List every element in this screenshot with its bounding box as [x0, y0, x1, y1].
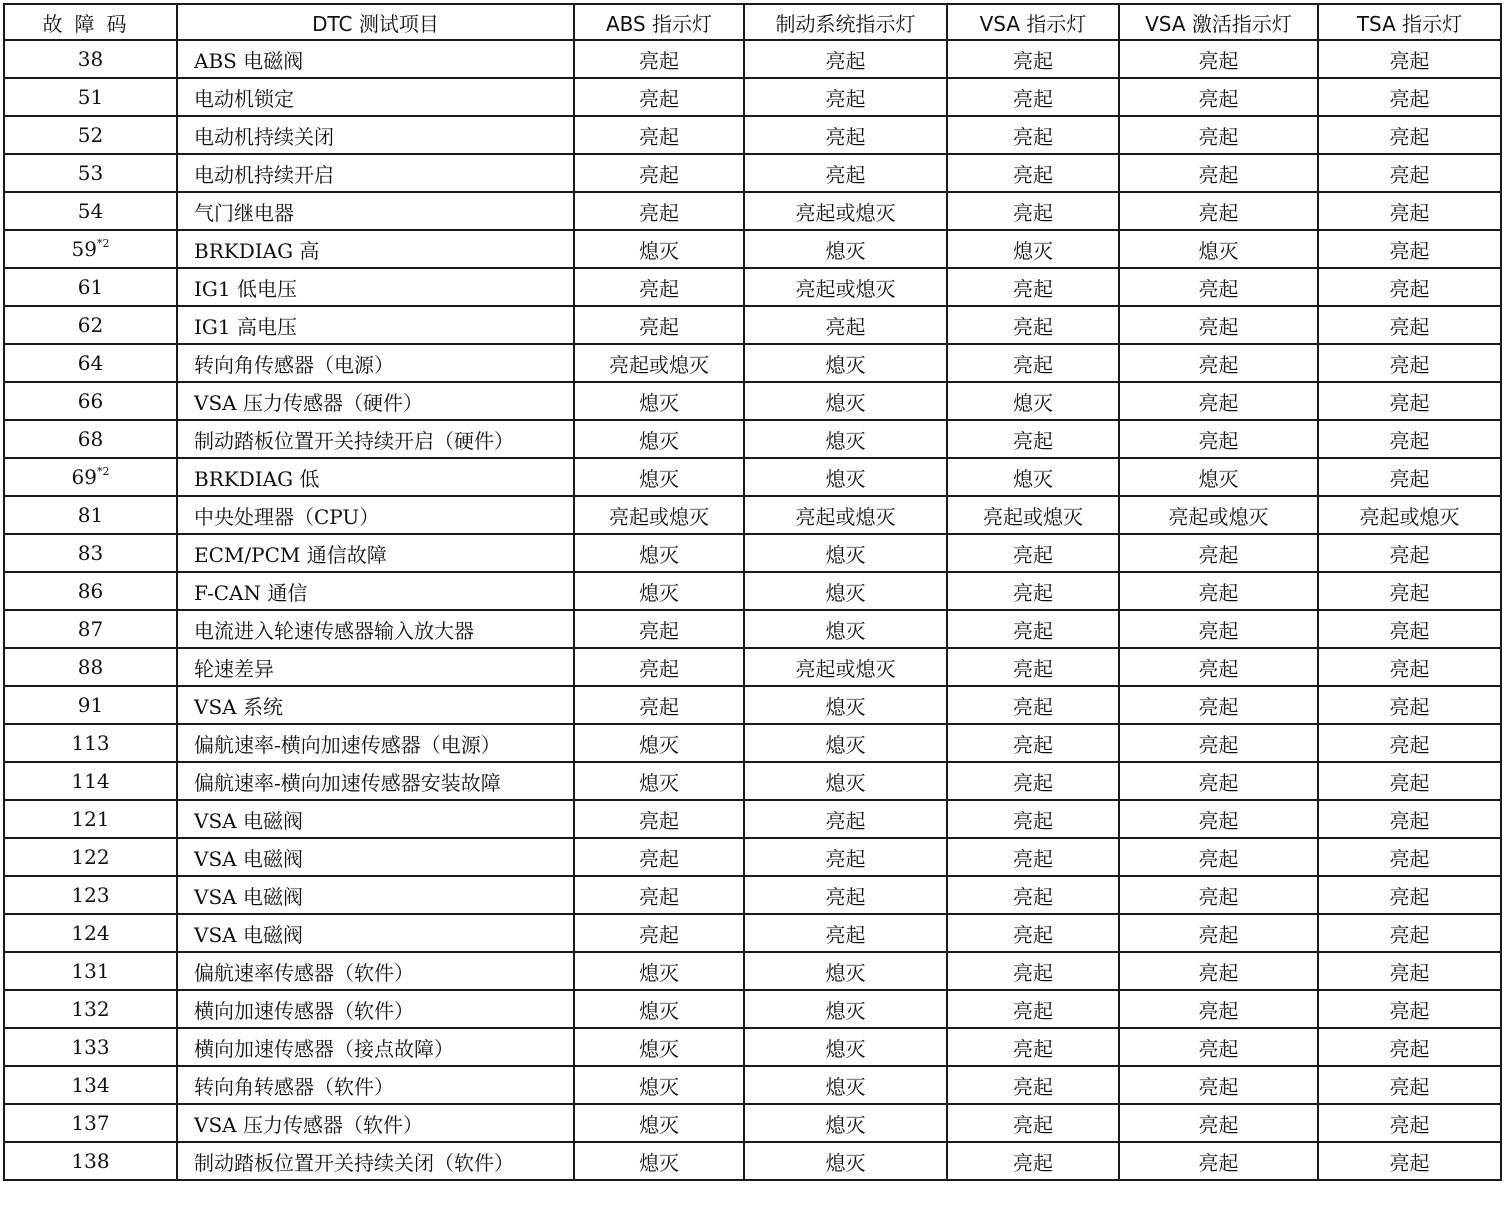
fault-code-value: 121 [71, 807, 110, 831]
cell-dtc-test-item: 轮速差异 [177, 648, 574, 686]
cell-abs-indicator: 亮起 [574, 268, 744, 306]
cell-vsa-indicator: 亮起 [947, 1066, 1119, 1104]
cell-vsa-activation-indicator: 亮起 [1119, 838, 1318, 876]
cell-vsa-activation-indicator: 亮起 [1119, 1142, 1318, 1180]
table-row [4, 610, 1501, 648]
cell-abs-indicator: 亮起 [574, 40, 744, 78]
cell-tsa-indicator: 亮起 [1318, 534, 1501, 572]
table-row [4, 800, 1501, 838]
table-row [4, 344, 1501, 382]
table-row [4, 192, 1501, 230]
cell-tsa-indicator: 亮起 [1318, 154, 1501, 192]
cell-vsa-activation-indicator: 亮起 [1119, 154, 1318, 192]
cell-tsa-indicator: 亮起 [1318, 40, 1501, 78]
cell-fault-code [4, 648, 177, 686]
cell-abs-indicator: 熄灭 [574, 572, 744, 610]
cell-vsa-indicator: 亮起 [947, 914, 1119, 952]
cell-brake-system-indicator: 亮起 [744, 838, 947, 876]
cell-vsa-indicator: 亮起 [947, 686, 1119, 724]
cell-brake-system-indicator: 熄灭 [744, 952, 947, 990]
cell-vsa-activation-indicator: 亮起 [1119, 648, 1318, 686]
cell-abs-indicator: 亮起 [574, 648, 744, 686]
cell-abs-indicator: 亮起 [574, 800, 744, 838]
cell-vsa-indicator: 亮起 [947, 268, 1119, 306]
cell-vsa-activation-indicator: 亮起 [1119, 344, 1318, 382]
cell-dtc-test-item: F-CAN 通信 [177, 572, 574, 610]
footnote-marker: *2 [96, 465, 110, 478]
cell-vsa-indicator: 熄灭 [947, 382, 1119, 420]
cell-brake-system-indicator: 亮起 [744, 116, 947, 154]
cell-fault-code [4, 838, 177, 876]
cell-fault-code [4, 914, 177, 952]
header-brake-system-indicator: 制动系统指示灯 [744, 4, 947, 40]
cell-tsa-indicator: 亮起 [1318, 724, 1501, 762]
table-row [4, 306, 1501, 344]
cell-fault-code [4, 154, 177, 192]
cell-vsa-activation-indicator: 亮起 [1119, 572, 1318, 610]
cell-brake-system-indicator: 熄灭 [744, 762, 947, 800]
cell-brake-system-indicator: 熄灭 [744, 382, 947, 420]
table-row [4, 154, 1501, 192]
cell-tsa-indicator: 亮起 [1318, 420, 1501, 458]
cell-brake-system-indicator: 熄灭 [744, 1104, 947, 1142]
cell-fault-code [4, 1104, 177, 1142]
cell-dtc-test-item: 电动机锁定 [177, 78, 574, 116]
fault-code-value: 51 [77, 85, 104, 109]
cell-tsa-indicator: 亮起 [1318, 306, 1501, 344]
cell-vsa-activation-indicator: 熄灭 [1119, 458, 1318, 496]
cell-tsa-indicator: 亮起 [1318, 268, 1501, 306]
cell-dtc-test-item: 电动机持续开启 [177, 154, 574, 192]
cell-brake-system-indicator: 熄灭 [744, 344, 947, 382]
cell-vsa-activation-indicator: 亮起 [1119, 990, 1318, 1028]
cell-abs-indicator: 亮起 [574, 116, 744, 154]
fault-code-value: 69 [71, 465, 97, 489]
table-header [4, 4, 1501, 40]
cell-abs-indicator: 亮起 [574, 838, 744, 876]
cell-vsa-activation-indicator: 亮起 [1119, 306, 1318, 344]
cell-brake-system-indicator: 熄灭 [744, 534, 947, 572]
cell-dtc-test-item: VSA 电磁阀 [177, 876, 574, 914]
cell-dtc-test-item: 电流进入轮速传感器输入放大器 [177, 610, 574, 648]
cell-dtc-test-item: IG1 高电压 [177, 306, 574, 344]
fault-code-value: 132 [71, 997, 110, 1021]
cell-fault-code [4, 952, 177, 990]
cell-brake-system-indicator: 熄灭 [744, 724, 947, 762]
cell-abs-indicator: 亮起或熄灭 [574, 344, 744, 382]
table-row [4, 990, 1501, 1028]
table-row [4, 1028, 1501, 1066]
cell-vsa-indicator: 熄灭 [947, 458, 1119, 496]
cell-fault-code [4, 78, 177, 116]
cell-tsa-indicator: 亮起 [1318, 458, 1501, 496]
cell-vsa-activation-indicator: 亮起 [1119, 420, 1318, 458]
cell-fault-code [4, 230, 177, 268]
fault-code-value: 86 [77, 579, 104, 603]
fault-code-value: 134 [71, 1073, 110, 1097]
header-vsa-activation-indicator: VSA 激活指示灯 [1119, 4, 1318, 40]
fault-code-value: 91 [77, 693, 104, 717]
cell-fault-code [4, 420, 177, 458]
cell-dtc-test-item: VSA 压力传感器（硬件） [177, 382, 574, 420]
cell-fault-code [4, 534, 177, 572]
cell-tsa-indicator: 亮起 [1318, 686, 1501, 724]
cell-abs-indicator: 熄灭 [574, 534, 744, 572]
fault-code-value: 68 [77, 427, 104, 451]
cell-abs-indicator: 熄灭 [574, 1028, 744, 1066]
cell-dtc-test-item: ABS 电磁阀 [177, 40, 574, 78]
cell-tsa-indicator: 亮起 [1318, 800, 1501, 838]
dtc-indicator-table [3, 3, 1502, 1181]
table-row [4, 648, 1501, 686]
header-dtc-test-item: DTC 测试项目 [177, 4, 574, 40]
cell-brake-system-indicator: 亮起 [744, 154, 947, 192]
cell-brake-system-indicator: 亮起或熄灭 [744, 496, 947, 534]
cell-vsa-activation-indicator: 亮起或熄灭 [1119, 496, 1318, 534]
fault-code-value: 53 [77, 161, 104, 185]
cell-abs-indicator: 亮起 [574, 306, 744, 344]
cell-fault-code [4, 344, 177, 382]
cell-abs-indicator: 熄灭 [574, 990, 744, 1028]
cell-fault-code [4, 572, 177, 610]
cell-vsa-indicator: 亮起 [947, 116, 1119, 154]
header-tsa-indicator: TSA 指示灯 [1318, 4, 1501, 40]
footnote-marker: *2 [96, 237, 110, 250]
table-row [4, 534, 1501, 572]
table-row [4, 496, 1501, 534]
cell-dtc-test-item: VSA 系统 [177, 686, 574, 724]
cell-tsa-indicator: 亮起 [1318, 192, 1501, 230]
table-row [4, 952, 1501, 990]
fault-code-value: 54 [77, 199, 104, 223]
table-body [4, 40, 1501, 1180]
cell-abs-indicator: 熄灭 [574, 1142, 744, 1180]
fault-code-value: 87 [77, 617, 104, 641]
cell-vsa-indicator: 亮起 [947, 40, 1119, 78]
cell-abs-indicator: 熄灭 [574, 952, 744, 990]
cell-fault-code [4, 876, 177, 914]
cell-brake-system-indicator: 亮起 [744, 78, 947, 116]
cell-vsa-indicator: 亮起 [947, 306, 1119, 344]
cell-brake-system-indicator: 熄灭 [744, 1066, 947, 1104]
cell-vsa-indicator: 亮起 [947, 344, 1119, 382]
cell-abs-indicator: 亮起 [574, 192, 744, 230]
cell-abs-indicator: 熄灭 [574, 724, 744, 762]
cell-vsa-activation-indicator: 亮起 [1119, 914, 1318, 952]
cell-vsa-activation-indicator: 熄灭 [1119, 230, 1318, 268]
header-abs-indicator: ABS 指示灯 [574, 4, 744, 40]
cell-fault-code [4, 1028, 177, 1066]
cell-brake-system-indicator: 亮起或熄灭 [744, 268, 947, 306]
table-row [4, 1142, 1501, 1180]
table-row [4, 838, 1501, 876]
cell-dtc-test-item: 偏航速率-横向加速传感器安装故障 [177, 762, 574, 800]
cell-dtc-test-item: VSA 电磁阀 [177, 914, 574, 952]
cell-abs-indicator: 熄灭 [574, 1104, 744, 1142]
cell-abs-indicator: 熄灭 [574, 458, 744, 496]
cell-dtc-test-item: 气门继电器 [177, 192, 574, 230]
cell-fault-code [4, 990, 177, 1028]
cell-fault-code [4, 800, 177, 838]
cell-fault-code [4, 610, 177, 648]
cell-vsa-indicator: 亮起 [947, 876, 1119, 914]
cell-tsa-indicator: 亮起 [1318, 78, 1501, 116]
fault-code-value: 138 [71, 1149, 110, 1173]
table-row [4, 230, 1501, 268]
cell-vsa-indicator: 亮起 [947, 1028, 1119, 1066]
cell-vsa-activation-indicator: 亮起 [1119, 1104, 1318, 1142]
cell-dtc-test-item: VSA 电磁阀 [177, 838, 574, 876]
cell-vsa-indicator: 亮起 [947, 534, 1119, 572]
cell-vsa-indicator: 熄灭 [947, 230, 1119, 268]
cell-dtc-test-item: VSA 电磁阀 [177, 800, 574, 838]
fault-code-value: 114 [71, 769, 110, 793]
cell-abs-indicator: 熄灭 [574, 762, 744, 800]
cell-vsa-activation-indicator: 亮起 [1119, 116, 1318, 154]
cell-brake-system-indicator: 熄灭 [744, 610, 947, 648]
cell-dtc-test-item: 偏航速率传感器（软件） [177, 952, 574, 990]
cell-dtc-test-item: 中央处理器（CPU） [177, 496, 574, 534]
cell-vsa-activation-indicator: 亮起 [1119, 382, 1318, 420]
cell-fault-code [4, 382, 177, 420]
cell-dtc-test-item: 横向加速传感器（接点故障） [177, 1028, 574, 1066]
cell-abs-indicator: 亮起 [574, 914, 744, 952]
cell-vsa-indicator: 亮起 [947, 192, 1119, 230]
table-row [4, 876, 1501, 914]
cell-vsa-activation-indicator: 亮起 [1119, 1066, 1318, 1104]
cell-dtc-test-item: VSA 压力传感器（软件） [177, 1104, 574, 1142]
cell-abs-indicator: 亮起 [574, 876, 744, 914]
cell-vsa-indicator: 亮起 [947, 610, 1119, 648]
cell-vsa-indicator: 亮起或熄灭 [947, 496, 1119, 534]
cell-tsa-indicator: 亮起 [1318, 762, 1501, 800]
fault-code-value: 133 [71, 1035, 110, 1059]
fault-code-value: 88 [77, 655, 104, 679]
cell-vsa-activation-indicator: 亮起 [1119, 686, 1318, 724]
header-fault-code: 故障码 [4, 4, 177, 40]
cell-brake-system-indicator: 亮起或熄灭 [744, 192, 947, 230]
fault-code-value: 131 [71, 959, 110, 983]
cell-brake-system-indicator: 亮起 [744, 40, 947, 78]
cell-abs-indicator: 亮起 [574, 78, 744, 116]
cell-abs-indicator: 熄灭 [574, 1066, 744, 1104]
cell-tsa-indicator: 亮起 [1318, 230, 1501, 268]
cell-dtc-test-item: 转向角转感器（软件） [177, 1066, 574, 1104]
cell-tsa-indicator: 亮起 [1318, 990, 1501, 1028]
fault-code-value: 38 [77, 47, 104, 71]
cell-tsa-indicator: 亮起 [1318, 610, 1501, 648]
table-row [4, 420, 1501, 458]
cell-abs-indicator: 熄灭 [574, 382, 744, 420]
cell-vsa-activation-indicator: 亮起 [1119, 78, 1318, 116]
cell-abs-indicator: 熄灭 [574, 230, 744, 268]
fault-code-value: 83 [77, 541, 104, 565]
table-row [4, 268, 1501, 306]
cell-brake-system-indicator: 熄灭 [744, 572, 947, 610]
cell-vsa-indicator: 亮起 [947, 648, 1119, 686]
cell-vsa-activation-indicator: 亮起 [1119, 800, 1318, 838]
cell-vsa-indicator: 亮起 [947, 1142, 1119, 1180]
cell-dtc-test-item: 制动踏板位置开关持续开启（硬件） [177, 420, 574, 458]
table-row [4, 40, 1501, 78]
cell-tsa-indicator: 亮起 [1318, 116, 1501, 154]
header-vsa-indicator: VSA 指示灯 [947, 4, 1119, 40]
cell-vsa-activation-indicator: 亮起 [1119, 40, 1318, 78]
cell-vsa-activation-indicator: 亮起 [1119, 876, 1318, 914]
cell-vsa-indicator: 亮起 [947, 800, 1119, 838]
cell-vsa-indicator: 亮起 [947, 838, 1119, 876]
table-row [4, 572, 1501, 610]
cell-tsa-indicator: 亮起 [1318, 1066, 1501, 1104]
cell-tsa-indicator: 亮起 [1318, 1028, 1501, 1066]
fault-code-value: 137 [71, 1111, 110, 1135]
cell-brake-system-indicator: 熄灭 [744, 1028, 947, 1066]
cell-brake-system-indicator: 熄灭 [744, 420, 947, 458]
cell-fault-code [4, 458, 177, 496]
fault-code-value: 61 [77, 275, 104, 299]
cell-brake-system-indicator: 亮起 [744, 800, 947, 838]
cell-brake-system-indicator: 熄灭 [744, 1142, 947, 1180]
table-row [4, 686, 1501, 724]
cell-vsa-activation-indicator: 亮起 [1119, 952, 1318, 990]
cell-tsa-indicator: 亮起 [1318, 838, 1501, 876]
cell-brake-system-indicator: 亮起 [744, 876, 947, 914]
cell-tsa-indicator: 亮起 [1318, 382, 1501, 420]
fault-code-value: 62 [77, 313, 104, 337]
cell-vsa-indicator: 亮起 [947, 572, 1119, 610]
cell-dtc-test-item: 电动机持续关闭 [177, 116, 574, 154]
cell-vsa-indicator: 亮起 [947, 1104, 1119, 1142]
cell-dtc-test-item: BRKDIAG 高 [177, 230, 574, 268]
cell-fault-code [4, 40, 177, 78]
fault-code-value: 64 [77, 351, 104, 375]
cell-fault-code [4, 116, 177, 154]
cell-vsa-activation-indicator: 亮起 [1119, 762, 1318, 800]
cell-tsa-indicator: 亮起 [1318, 648, 1501, 686]
cell-dtc-test-item: ECM/PCM 通信故障 [177, 534, 574, 572]
fault-code-value: 66 [77, 389, 104, 413]
cell-fault-code [4, 192, 177, 230]
cell-tsa-indicator: 亮起 [1318, 1142, 1501, 1180]
cell-tsa-indicator: 亮起 [1318, 1104, 1501, 1142]
cell-vsa-indicator: 亮起 [947, 952, 1119, 990]
cell-vsa-activation-indicator: 亮起 [1119, 724, 1318, 762]
cell-fault-code [4, 762, 177, 800]
table-row [4, 116, 1501, 154]
cell-fault-code [4, 268, 177, 306]
cell-fault-code [4, 686, 177, 724]
cell-fault-code [4, 1066, 177, 1104]
table-row [4, 1104, 1501, 1142]
header-row [4, 4, 1501, 40]
cell-abs-indicator: 熄灭 [574, 420, 744, 458]
cell-dtc-test-item: 制动踏板位置开关持续关闭（软件） [177, 1142, 574, 1180]
cell-fault-code [4, 724, 177, 762]
cell-vsa-activation-indicator: 亮起 [1119, 534, 1318, 572]
fault-code-value: 124 [71, 921, 110, 945]
cell-vsa-indicator: 亮起 [947, 762, 1119, 800]
cell-brake-system-indicator: 熄灭 [744, 230, 947, 268]
cell-dtc-test-item: BRKDIAG 低 [177, 458, 574, 496]
fault-code-value: 122 [71, 845, 110, 869]
cell-dtc-test-item: IG1 低电压 [177, 268, 574, 306]
cell-abs-indicator: 亮起 [574, 686, 744, 724]
cell-brake-system-indicator: 熄灭 [744, 990, 947, 1028]
table-row [4, 382, 1501, 420]
cell-vsa-indicator: 亮起 [947, 724, 1119, 762]
cell-tsa-indicator: 亮起 [1318, 344, 1501, 382]
cell-vsa-indicator: 亮起 [947, 990, 1119, 1028]
fault-code-value: 81 [77, 503, 104, 527]
cell-brake-system-indicator: 亮起 [744, 306, 947, 344]
cell-vsa-activation-indicator: 亮起 [1119, 268, 1318, 306]
cell-tsa-indicator: 亮起 [1318, 914, 1501, 952]
cell-vsa-activation-indicator: 亮起 [1119, 610, 1318, 648]
fault-code-value: 52 [77, 123, 104, 147]
cell-brake-system-indicator: 亮起或熄灭 [744, 648, 947, 686]
cell-abs-indicator: 亮起 [574, 154, 744, 192]
table-row [4, 78, 1501, 116]
fault-code-value: 113 [71, 731, 110, 755]
cell-abs-indicator: 亮起 [574, 610, 744, 648]
cell-tsa-indicator: 亮起 [1318, 572, 1501, 610]
cell-vsa-activation-indicator: 亮起 [1119, 1028, 1318, 1066]
cell-tsa-indicator: 亮起 [1318, 952, 1501, 990]
cell-brake-system-indicator: 熄灭 [744, 686, 947, 724]
cell-vsa-indicator: 亮起 [947, 154, 1119, 192]
cell-brake-system-indicator: 熄灭 [744, 458, 947, 496]
cell-dtc-test-item: 横向加速传感器（软件） [177, 990, 574, 1028]
table-row [4, 458, 1501, 496]
table-row [4, 914, 1501, 952]
cell-dtc-test-item: 转向角传感器（电源） [177, 344, 574, 382]
cell-vsa-indicator: 亮起 [947, 78, 1119, 116]
cell-tsa-indicator: 亮起 [1318, 876, 1501, 914]
table-row [4, 724, 1501, 762]
table-row [4, 762, 1501, 800]
cell-dtc-test-item: 偏航速率-横向加速传感器（电源） [177, 724, 574, 762]
cell-fault-code [4, 1142, 177, 1180]
cell-fault-code [4, 496, 177, 534]
cell-abs-indicator: 亮起或熄灭 [574, 496, 744, 534]
fault-code-value: 123 [71, 883, 110, 907]
cell-fault-code [4, 306, 177, 344]
table-row [4, 1066, 1501, 1104]
cell-vsa-indicator: 亮起 [947, 420, 1119, 458]
cell-tsa-indicator: 亮起或熄灭 [1318, 496, 1501, 534]
fault-code-value: 59 [71, 237, 97, 261]
cell-vsa-activation-indicator: 亮起 [1119, 192, 1318, 230]
cell-brake-system-indicator: 亮起 [744, 914, 947, 952]
